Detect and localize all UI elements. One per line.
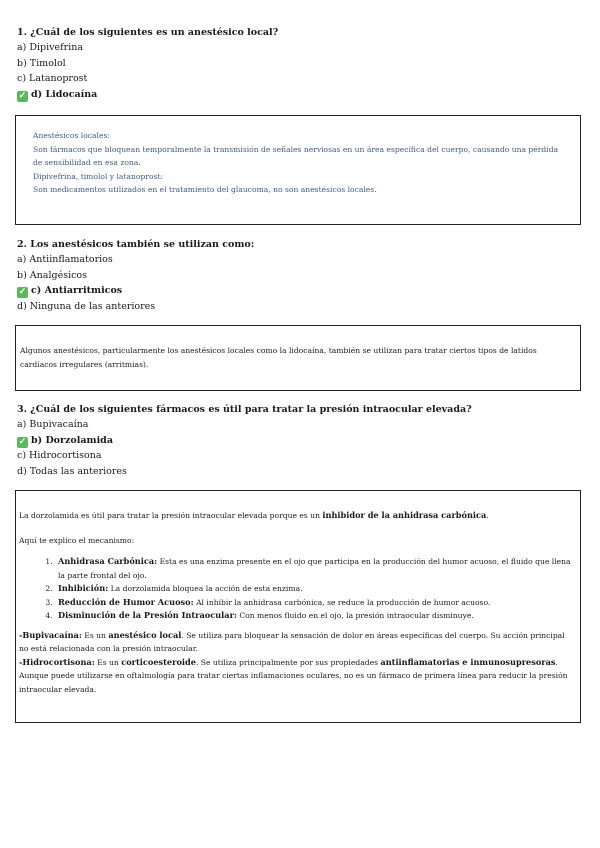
step-2-term: Inhibición: [58, 583, 109, 593]
step-2-text: La dorzolamida bloquea la acción de esta enzima. [108, 584, 303, 593]
question-1 [17, 26, 583, 102]
mechanism-step-4 [55, 609, 572, 623]
box3-intro-end: . [486, 511, 489, 520]
hydrocortisone-pre: Es un [94, 657, 122, 667]
question-1-option-c: c) Latanoprost [17, 73, 88, 84]
mechanism-step-1 [55, 555, 572, 582]
checkmark-icon: ✓ [18, 287, 27, 297]
box3-intro [19, 509, 572, 523]
hydrocortisone-mid: . Se utiliza principalmente por sus propiedades [195, 657, 381, 667]
box2-text: Algunos anestésicos, particularmente los anestésicos locales como la lidocaína, también se utilizan para tratar ciertos tipos de latidos cardíacos irregulares (arritmias). [20, 346, 537, 369]
step-1-term: Anhidrasa Carbónica: [58, 556, 158, 566]
question-2-option-b: b) Analgésicos [17, 269, 88, 281]
explanation-box-3 [15, 490, 581, 723]
box1-line-4: Son medicamentos utilizados en el tratamiento del glaucoma, no son anestésicos locales. [33, 185, 377, 194]
question-2-option-c-label: c) Antiarritmicos [31, 285, 123, 296]
hydrocortisone-term: -Hidrocortisona: [19, 656, 95, 667]
bupivacaine-pre: Es un [81, 630, 109, 640]
box1-line-1: Anestésicos locales: [33, 131, 110, 140]
hydrocortisone-bold-2: antiinflamatorias e inmunosupresoras [380, 656, 556, 667]
question-1-option-b: b) Timolol [17, 57, 66, 69]
question-1-option-d-correct [17, 87, 583, 103]
box1-line-2: Son fármacos que bloquean temporalmente la transmisión de señales nerviosas en un área específica del cuerpo, causando una pérdida de sensibilidad en esa zona. [33, 144, 559, 167]
explanation-box-1 [15, 115, 581, 225]
question-3-option-b-correct [17, 433, 583, 449]
step-4-term: Disminución de la Presión Intraocular: [58, 610, 237, 620]
question-3-option-a: a) Bupivacaína [17, 419, 89, 430]
question-3-option-d: d) Todas las anteriores [17, 465, 127, 477]
step-3-text: Al inhibir la anhidrasa carbónica, se reduce la producción de humor acuoso. [193, 597, 491, 607]
bupivacaine-note [19, 629, 572, 656]
box3-intro-bold: inhibidor de la anhidrasa carbónica [322, 510, 487, 520]
question-2-option-c-correct [17, 283, 583, 299]
checkmark-icon: ✓ [18, 436, 27, 447]
checkmark-icon: ✓ [18, 90, 27, 101]
step-4-text: Con menos fluido en el ojo, la presión intraocular disminuye. [236, 611, 474, 620]
step-3-term: Reducción de Humor Acuoso: [58, 596, 194, 607]
question-1-option-d-label: d) Lidocaína [31, 88, 98, 100]
mechanism-step-2 [55, 582, 572, 596]
hydrocortisone-bold: corticoesteroide [121, 656, 196, 667]
question-1-title: 1. ¿Cuál de los siguientes es un anestésico local? [17, 27, 279, 38]
hydrocortisone-text: . Aunque puede utilizarse en oftalmología para tratar ciertas inflamaciones oculares, no es un fármaco de primera línea para reducir la presión intraocular elevada. [19, 657, 568, 694]
bupivacaine-text: . Se utiliza para bloquear la sensación de dolor en áreas específicas del cuerpo. Su acción principal no está relacionada con la presión intraocular. [19, 630, 565, 653]
question-3-option-b-label: b) Dorzolamida [31, 434, 113, 446]
question-1-option-a: a) Dipivefrina [17, 42, 84, 53]
explanation-box-2 [15, 325, 581, 391]
question-3 [17, 403, 583, 479]
question-2-option-a: a) Antiinflamatorios [17, 254, 113, 265]
question-2-title: 2. Los anestésicos también se utilizan como: [17, 239, 255, 250]
bupivacaine-term: -Bupivacaína: [19, 629, 82, 640]
box3-mechanism-heading: Aquí te explico el mecanismo: [19, 535, 135, 545]
box3-intro-text: La dorzolamida es útil para tratar la presión intraocular elevada porque es un [19, 511, 323, 520]
question-2-option-d: d) Ninguna de las anteriores [17, 300, 156, 312]
mechanism-list [19, 555, 572, 623]
hydrocortisone-note [19, 656, 572, 697]
mechanism-step-3 [55, 596, 572, 610]
box1-line-3: Dipivefrina, timolol y latanoprost: [33, 171, 164, 181]
question-3-title: 3. ¿Cuál de los siguientes fármacos es útil para tratar la presión intraocular elevada? [17, 404, 472, 415]
question-3-option-c: c) Hidrocortisona [17, 450, 102, 461]
step-1-text: Esta es una enzima presente en el ojo que participa en la producción del humor acuoso, el fluido que llena la parte frontal del ojo. [58, 557, 571, 580]
question-2 [17, 238, 583, 314]
bupivacaine-bold: anestésico local [108, 629, 182, 640]
